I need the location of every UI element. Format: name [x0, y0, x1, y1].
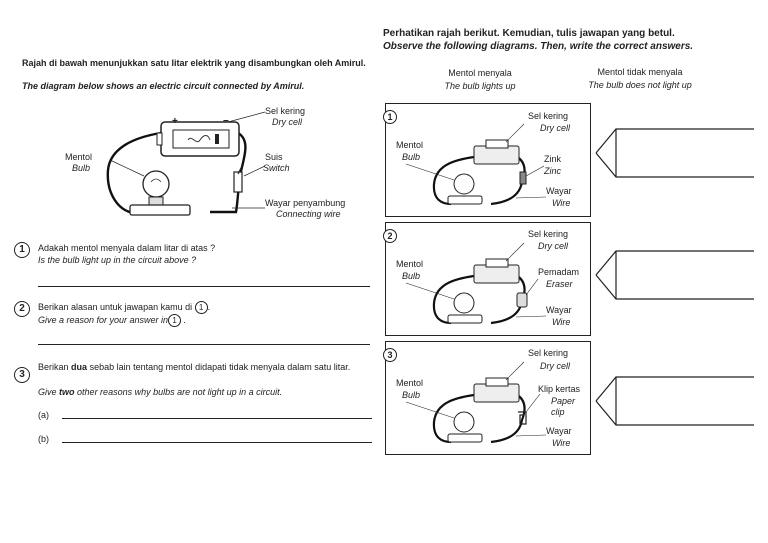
panel-3-cell-en: Dry cell	[539, 361, 570, 371]
terminal-minus: −	[223, 116, 229, 127]
question-2-ms-end: .	[207, 302, 211, 312]
intro-english: The diagram below shows an electric circuit connected by Amirul.	[22, 81, 305, 91]
panel-2-cell-en: Dry cell	[537, 241, 568, 251]
answer-box-2[interactable]	[594, 249, 756, 301]
question-2-ref-en: 1	[168, 314, 181, 327]
column-header-unlit-ms: Mentol tidak menyala	[597, 67, 683, 77]
circuit-panel-1	[385, 103, 591, 217]
panel-3-number: 3	[383, 348, 397, 362]
question-3-en-bold: two	[59, 387, 75, 397]
panel-1-bulb-ms: Mentol	[396, 140, 424, 150]
panel-2-wire-ms: Wayar	[546, 305, 572, 315]
question-2-ms-text: Berikan alasan untuk jawapan kamu di	[38, 302, 193, 312]
answer-line-3a[interactable]	[62, 418, 372, 419]
question-3-en-post: other reasons why bulbs are not light up in a circuit.	[77, 387, 283, 397]
question-2-en-text: Give a reason for your answer in	[38, 315, 169, 325]
panel-1-object-en: Zinc	[544, 166, 562, 176]
intro-malay: Rajah di bawah menunjukkan satu litar elektrik yang disambungkan oleh Amirul.	[22, 58, 366, 68]
panel-3-wire-ms: Wayar	[546, 426, 572, 436]
circuit-panel-3	[385, 341, 591, 455]
label-wire-en: Connecting wire	[276, 209, 341, 219]
question-3-ms-bold: dua	[71, 362, 88, 372]
label-cell-ms: Sel kering	[265, 106, 306, 116]
answer-line-1[interactable]	[38, 286, 370, 287]
answer-box-1[interactable]	[594, 127, 756, 179]
panel-1-wire-ms: Wayar	[546, 186, 572, 196]
question-3-sub-a: (a)	[38, 410, 49, 420]
question-2-number: 2	[14, 301, 30, 317]
panel-1-number: 1	[383, 110, 397, 124]
column-header-lit-ms: Mentol menyala	[448, 68, 512, 78]
panel-1-object-ms: Zink	[544, 154, 562, 164]
answer-line-3b[interactable]	[62, 442, 372, 443]
question-3-ms-post: sebab lain tentang mentol didapati tidak menyala dalam satu litar.	[89, 362, 351, 372]
terminal-plus: +	[172, 116, 178, 127]
label-bulb-en: Bulb	[72, 163, 91, 173]
label-wire-ms: Wayar penyambung	[265, 198, 346, 208]
panel-3-bulb-ms: Mentol	[396, 378, 424, 388]
question-1-en: Is the bulb light up in the circuit above ?	[38, 255, 197, 265]
panel-1-cell-en: Dry cell	[539, 123, 570, 133]
question-3-sub-b: (b)	[38, 434, 49, 444]
label-switch-ms: Suis	[265, 152, 283, 162]
panel-3-bulb-en: Bulb	[402, 390, 421, 400]
question-2-en	[38, 314, 186, 327]
answer-box-3[interactable]	[594, 375, 756, 427]
label-switch-en: Switch	[263, 163, 290, 173]
panel-3-wire-en: Wire	[552, 438, 571, 448]
panel-3-object-ms: Klip kertas	[538, 384, 581, 394]
panel-2-object-en: Eraser	[546, 279, 573, 289]
panel-2-number: 2	[383, 229, 397, 243]
answer-line-2[interactable]	[38, 344, 370, 345]
circuit-panel-2	[385, 222, 591, 336]
bulb	[130, 171, 190, 215]
question-1-ms: Adakah mentol menyala dalam litar di atas ?	[38, 243, 216, 253]
column-header-unlit-en: The bulb does not light up	[588, 80, 692, 90]
panel-1-cell-ms: Sel kering	[527, 111, 568, 121]
panel-3-object-en: Paper clip	[551, 396, 576, 417]
zinc-object	[520, 172, 526, 184]
panel-1-wire-en: Wire	[552, 198, 571, 208]
eraser-object	[517, 293, 527, 307]
question-3-ms	[38, 362, 373, 373]
question-3-ms-pre: Berikan	[38, 362, 69, 372]
panel-1-bulb-en: Bulb	[402, 152, 421, 162]
panel-2-bulb-en: Bulb	[402, 271, 421, 281]
question-3-en	[38, 387, 373, 398]
question-2-ref-ms: 1	[195, 301, 208, 314]
question-2-ms	[38, 301, 210, 314]
question-3-en-pre: Give	[38, 387, 57, 397]
question-1-number: 1	[14, 242, 30, 258]
column-header-lit-en: The bulb lights up	[444, 81, 516, 91]
instruction-malay: Perhatikan rajah berikut. Kemudian, tulis jawapan yang betul.	[383, 28, 675, 39]
instruction-english: Observe the following diagrams. Then, write the correct answers.	[383, 41, 694, 52]
label-cell-en: Dry cell	[272, 117, 303, 127]
label-bulb-ms: Mentol	[65, 152, 93, 162]
panel-2-object-ms: Pemadam	[538, 267, 580, 277]
question-2-en-end: .	[181, 315, 187, 325]
panel-2-wire-en: Wire	[552, 317, 571, 327]
question-3-number: 3	[14, 367, 30, 383]
panel-3-cell-ms: Sel kering	[527, 348, 568, 358]
panel-2-bulb-ms: Mentol	[396, 259, 424, 269]
panel-2-cell-ms: Sel kering	[527, 229, 568, 239]
